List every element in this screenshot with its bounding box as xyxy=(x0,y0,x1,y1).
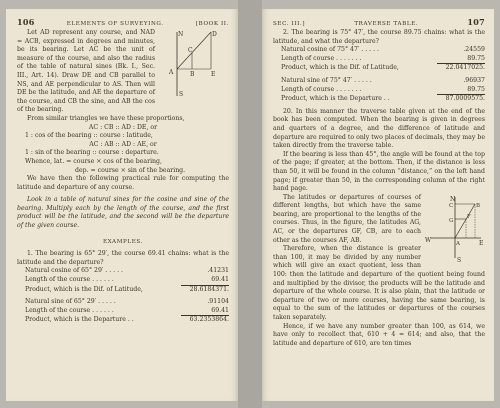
left-page xyxy=(6,9,238,401)
fig-label-b: B xyxy=(190,71,195,78)
rule-intro: We have then the following practical rule for computing the latitude and departure of any course. xyxy=(17,175,229,191)
latitude-figure xyxy=(425,194,485,268)
paragraph-bearing: If the bearing is less than 45°, the angle will be found at the top of the page; if greater, at the bottom. Then, if the distance is less than 50, it will be found in the column “distance,” on the left hand page; if greater than 50, in the corresponding column of the right hand page. xyxy=(273,150,485,193)
fig-label-g: G xyxy=(449,217,454,224)
fig-label-f: F xyxy=(467,213,471,220)
examples-heading: EXAMPLES. xyxy=(102,238,143,245)
book-gutter xyxy=(238,0,262,408)
fig-label-d: D xyxy=(212,31,217,38)
paragraph-20: 20. In this manner the traverse table given at the end of the book has been computed. When the bearing is given in degrees and quarters of a degree, and the difference of latitude and departure are required to only two places of decimals, they may be taken directly from the traverse table. xyxy=(273,107,485,150)
intro-paragraph: Let AD represent any course, and NAD = ACB, expressed in degrees and minutes, be its bearing. Let AC be the unit of measure of the course, and also the radius of the table of natural sines (Bk. I., Sec. III., Art. 14). Draw DE and CB parallel to NS, and AE perpendicular to AS. Then will DE be the latitude, and AE the departure of the course, and CB the sine, and AB the cos of the bearing. xyxy=(17,29,155,114)
example-1-question: 1. The bearing is 65° 29′, the course 69.41 chains: what is the latitude and the departure? xyxy=(17,250,229,266)
table-row: Natural sine of 75° 47′ . . . . . .96937 xyxy=(281,76,485,84)
paragraph-latitudes: The latitudes or departures of courses of different lengths, but which have the same bearing, are proportional to the lengths of the courses. Thus, in the figure, the latitudes AG, AC, or the departures GF, CB, are to each other as the courses AF, AB. xyxy=(273,193,421,244)
table-row: Product, which is the Departure . . 87.0009575. xyxy=(281,95,485,103)
running-title: ELEMENTS OF SURVEYING. xyxy=(66,21,164,27)
whence-latitude: Whence, lat. = course × cos of the bearing, xyxy=(25,157,162,165)
running-title: TRAVERSE TABLE. xyxy=(354,21,419,27)
page-number: 107 xyxy=(467,17,485,27)
proportion-4: 1 : sin of the bearing :: course : departure. xyxy=(25,149,159,157)
table-row: Length of course . . . . . . . 89.75 xyxy=(273,55,485,65)
proportion-2: 1 : cos of the bearing :: course : latitude, xyxy=(25,132,153,140)
table-row: Natural sine of 65° 29′ . . . . . .91104 xyxy=(25,298,229,306)
fig-label-w: W xyxy=(425,236,432,244)
paragraph-therefore: Therefore, when the distance is greater than 100, it may be divided by any number which will give an exact quotient, less than 100: then the latitude and departure of the quotient being found and multiplied by the divisor, the products will be the latitude and departure of the whole course. It is also plain, that the latitude or departure of two or more courses, having the same bearing, is equal to the sum of the latitudes or departures of the courses taken separately. xyxy=(273,245,485,321)
page-number: 106 xyxy=(17,17,35,27)
fig-label-n: N xyxy=(450,195,456,203)
fig-label-e: E xyxy=(211,71,216,78)
fig-label-a: A xyxy=(169,69,174,76)
table-row: Product, which is the Departure . . 63.2353864. xyxy=(25,316,229,324)
fig-label-a: A xyxy=(456,240,460,247)
fig-label-e: E xyxy=(479,239,484,247)
table-row: Natural cosine of 75° 47′ . . . . . .24559 xyxy=(281,46,485,54)
book-label: [BOOK II. xyxy=(195,21,229,27)
proportion-3: AC : AB :: AD : AE, or xyxy=(89,140,157,148)
similar-triangles-text: From similar triangles we have these proportions, xyxy=(27,114,185,122)
fig-label-c: C xyxy=(449,202,454,209)
fig-label-b: B xyxy=(476,202,481,209)
bearing-figure xyxy=(159,29,229,103)
table-row: Natural cosine of 65° 29′ . . . . . .41231 xyxy=(25,267,229,275)
table-row: Length of the course . . . . . . 69.41 xyxy=(17,276,229,286)
fig-label-c: C xyxy=(188,47,193,54)
left-page-header xyxy=(17,9,229,29)
paragraph-hence: Hence, if we have any number greater than 100, as 614, we have only to recollect that, 610 + 4 = 614; and also, that the latitude and departure of 610, are ten times xyxy=(273,322,485,347)
table-row: Product, which is the Dif. of Latitude, 22.0417025. xyxy=(281,64,485,72)
right-page-header xyxy=(273,9,485,29)
fig-label-s: S xyxy=(179,91,184,98)
table-row: Length of course . . . . . . . 89.75 xyxy=(273,86,485,96)
proportion-1: AC : CB :: AD : DE, or xyxy=(88,123,158,131)
section-label: SEC. III.] xyxy=(273,21,306,27)
fig-label-s: S xyxy=(457,256,462,264)
example-2-question: 2. The bearing is 75° 47′, the course 89.75 chains: what is the latitude, and what the departure? xyxy=(273,29,485,45)
table-row: Product, which is the Dif. of Latitude, 28.6184371. xyxy=(25,285,229,293)
whence-departure: dep. = course × sin of the bearing. xyxy=(75,166,186,174)
practical-rule: Look in a table of natural sines for the cosine and sine of the bearing. Multiply each by the length of the course, and the first product will be the latitude, and the second will be the departure of the given course. xyxy=(17,196,229,230)
right-page xyxy=(262,9,494,401)
fig-label-n: N xyxy=(178,31,184,38)
table-row: Length of the course . . . . . . 69.41 xyxy=(17,307,229,317)
